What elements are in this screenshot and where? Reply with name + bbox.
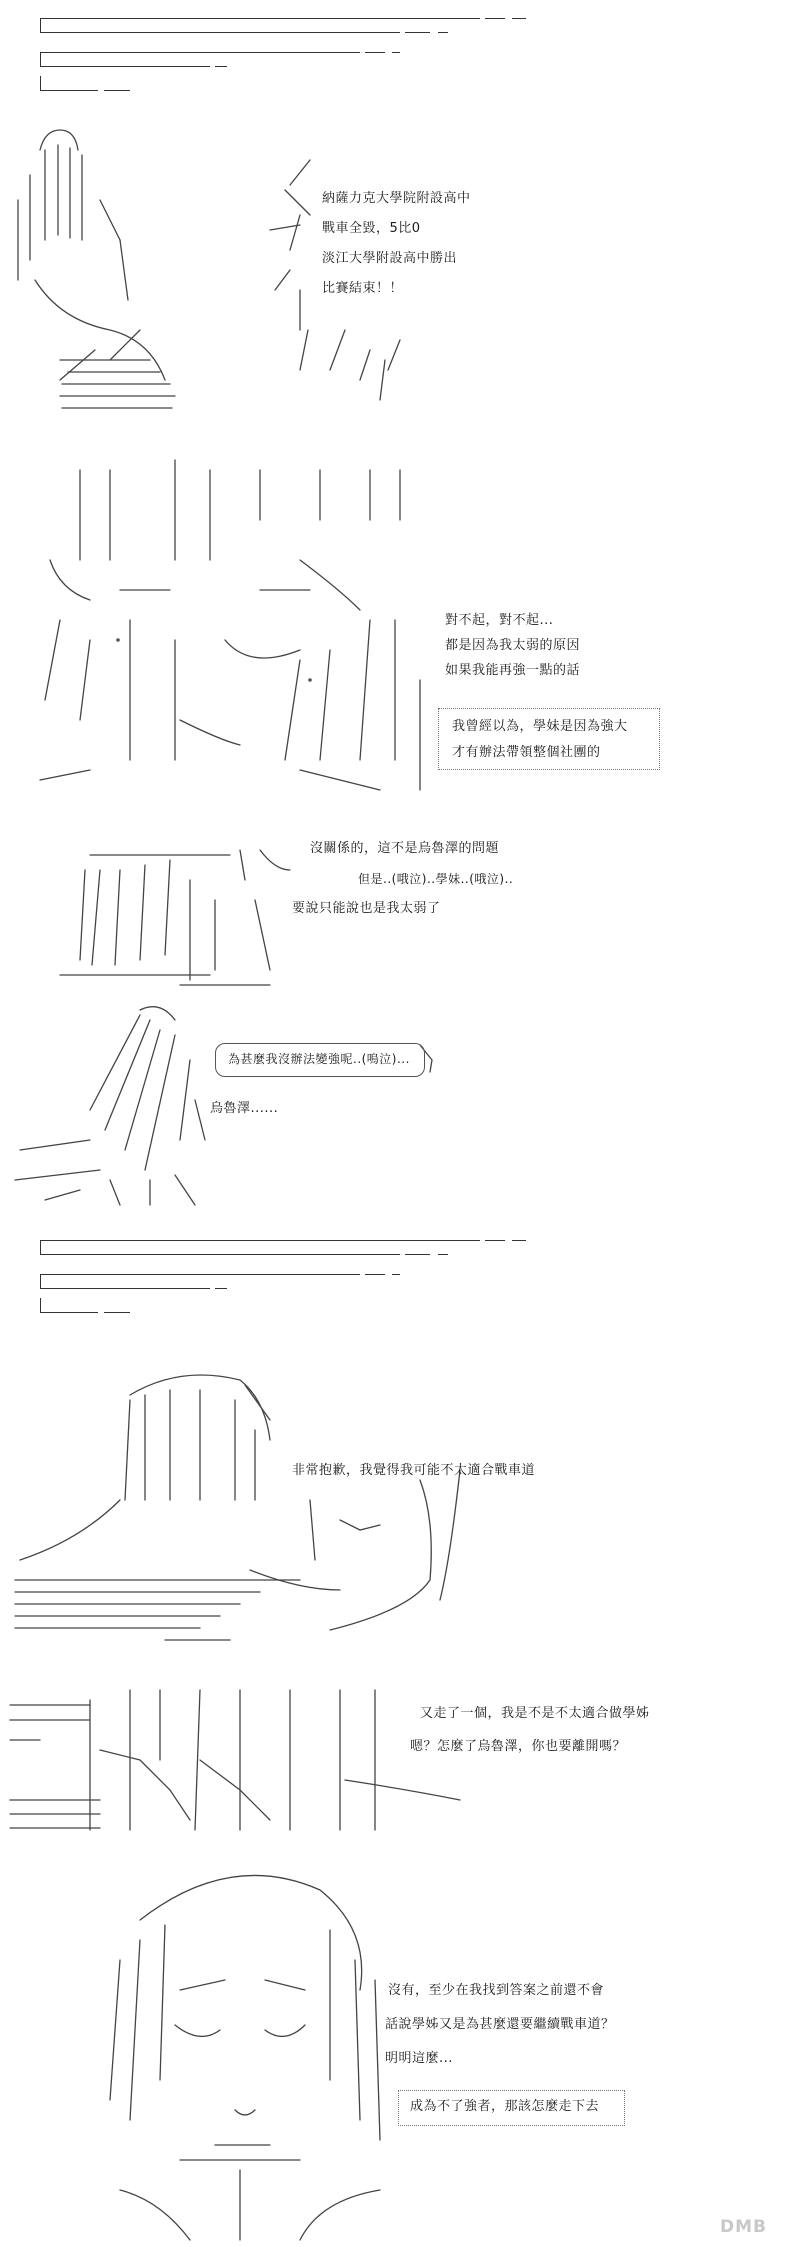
panel2-box-line: 才有辦法帶領整個社團的 bbox=[452, 745, 601, 760]
panel2-line: 對不起，對不起... bbox=[445, 613, 554, 628]
panel7-line: 沒有，至少在我找到答案之前還不會 bbox=[388, 1983, 605, 1998]
panel1-line: 比賽結束！！ bbox=[322, 281, 404, 296]
panel4-bubble-text: 為甚麼我沒辦法變強呢..(嗚泣)... bbox=[228, 1052, 410, 1066]
panel5-line: 非常抱歉，我覺得我可能不太適合戰車道 bbox=[292, 1463, 536, 1478]
panel1-line: 戰車全毀，5比0 bbox=[322, 221, 421, 236]
panel4-name: 烏魯澤...... bbox=[210, 1101, 279, 1116]
panel3-line: 沒關係的，這不是烏魯澤的問題 bbox=[310, 841, 500, 856]
watermark-text: DMB bbox=[720, 2217, 767, 2237]
panel6-line: 嗯？怎麼了烏魯澤，你也要離開嗎？ bbox=[410, 1739, 627, 1754]
panel2-line: 都是因為我太弱的原因 bbox=[445, 638, 581, 653]
panel7-line: 明明這麼... bbox=[385, 2051, 453, 2066]
panel3-line: 但是..(哦泣)..學妹..(哦泣).. bbox=[358, 872, 514, 886]
panel6-line: 又走了一個，我是不是不太適合做學姊 bbox=[420, 1706, 650, 1721]
panel2-line: 如果我能再強一點的話 bbox=[445, 663, 581, 678]
panel1-line: 淡江大學附設高中勝出 bbox=[322, 251, 458, 266]
panel1-line: 納薩力克大學院附設高中 bbox=[322, 191, 471, 206]
panel3-line: 要說只能說也是我太弱了 bbox=[292, 901, 441, 916]
panel2-box-line: 我曾經以為，學妹是因為強大 bbox=[452, 719, 628, 734]
panel7-box-line: 成為不了強者，那該怎麼走下去 bbox=[410, 2099, 600, 2114]
panel7-line: 話說學姊又是為甚麼還要繼續戰車道？ bbox=[385, 2017, 615, 2032]
site-watermark-logo bbox=[716, 2215, 792, 2241]
